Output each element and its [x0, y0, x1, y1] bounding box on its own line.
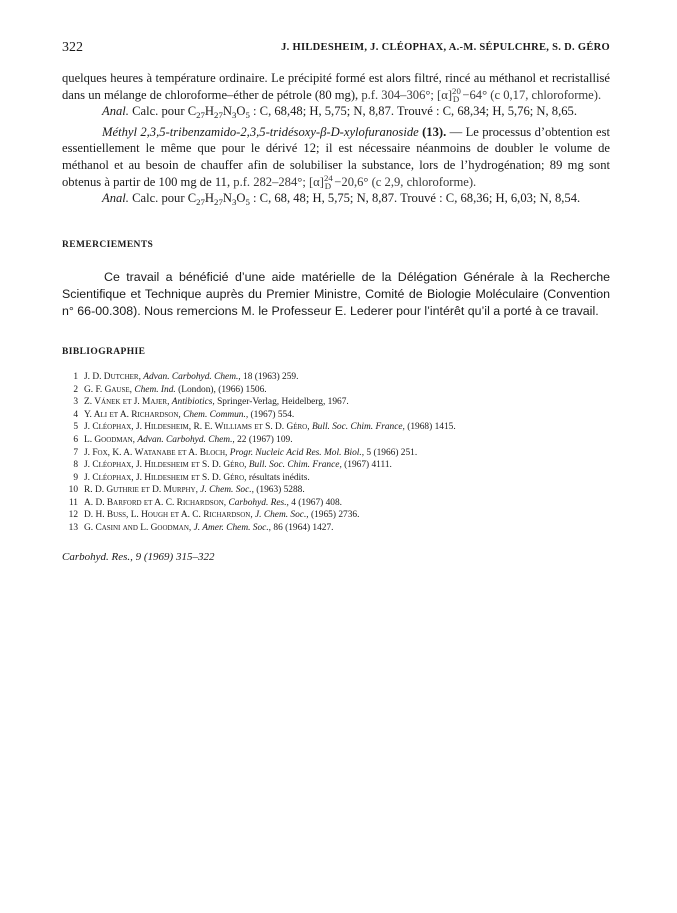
reference-details: (London), (1966) 1506.	[175, 384, 267, 395]
reference-item	[62, 509, 610, 522]
reference-journal: Antibiotics,	[171, 397, 215, 408]
reference-text	[84, 472, 310, 485]
reference-journal: Bull. Soc. Chim. France,	[248, 460, 342, 471]
reference-journal: J. Chem. Soc.,	[255, 510, 309, 521]
compound-number: (13).	[422, 124, 447, 139]
reference-number: 11	[68, 497, 78, 508]
reference-details: (1968) 1415.	[404, 422, 456, 433]
page-number: 322	[62, 40, 83, 55]
analysis-1: Anal. Calc. pour $C_{27}H_{27}N_3O_5$ : C, 68,48; H, 5,75; N, 8,87. Trouvé : C, 68,34; H, 5,76; N, 8,65.	[102, 104, 577, 121]
analysis-values: : C, 68,48; H, 5,75; N, 8,87. Trouvé : C, 68,34; H, 5,76; N, 8,65.	[249, 104, 577, 119]
reference-number: 9	[73, 472, 78, 483]
reference-number: 1	[73, 371, 78, 382]
acknowledgements-text: Ce travail a bénéficié d’une aide matérielle de la Délégation Générale à la Recherche Scientifique et Technique auprès du Premier Ministre, Comité de Biologie Moléculaire (Convention n° 66-00.308). Nous remercions M. le Professeur E. Lederer pour l’intérêt qu’il a porté à ce travail.	[62, 270, 610, 319]
reference-details: (1965) 2736.	[308, 510, 360, 521]
rotation-temperature: 20	[452, 85, 461, 96]
reference-number: 13	[68, 523, 78, 534]
optical-rotation-indices	[452, 85, 461, 105]
reference-text	[84, 396, 349, 409]
reference-authors: G. Casini and L. Goodman,	[84, 523, 192, 534]
reference-details: 22 (1967) 109.	[234, 434, 293, 445]
reference-item	[62, 459, 610, 472]
analysis-label: Anal.	[102, 104, 129, 119]
article-body	[62, 70, 610, 565]
reference-text	[84, 409, 294, 422]
reference-details: 86 (1964) 1427.	[271, 523, 334, 534]
reference-details: (1967) 554.	[248, 409, 295, 420]
reference-details: Springer-Verlag, Heidelberg, 1967.	[214, 397, 349, 408]
reference-journal: Chem. Ind.	[134, 384, 176, 395]
rotation-value: −20,6° (c 2,9, chloroforme).	[331, 174, 477, 189]
formula-h-count: 27	[214, 197, 223, 208]
reference-item	[62, 421, 610, 434]
melting-point	[233, 172, 477, 192]
reference-text	[84, 434, 293, 447]
page-header	[62, 40, 610, 56]
reference-details: résultats inédits.	[248, 472, 310, 483]
reference-text	[84, 371, 298, 384]
reference-number: 2	[73, 384, 78, 395]
melting-point-text: p.f. 304–306°; [α]	[361, 87, 453, 102]
reference-item	[62, 472, 610, 485]
formula-c-count: 27	[196, 110, 205, 121]
reference-authors: J. Cléophax, J. Hildesheim et S. D. Géro,	[84, 460, 247, 471]
acknowledgements	[62, 269, 610, 320]
reference-item	[62, 409, 610, 422]
reference-authors: Z. Vánek et J. Majer,	[84, 397, 170, 408]
reference-item	[62, 484, 610, 497]
reference-authors: R. D. Guthrie et D. Murphy,	[84, 485, 198, 496]
reference-journal: Advan. Carbohyd. Chem.,	[137, 434, 235, 445]
reference-authors: D. H. Buss, L. Hough et A. C. Richardson,	[84, 510, 253, 521]
running-head: J. HILDESHEIM, J. CLÉOPHAX, A.-M. SÉPULCHRE, S. D. GÉRO	[281, 42, 610, 53]
reference-authors: J. D. Dutcher,	[84, 371, 141, 382]
reference-journal: Advan. Carbohyd. Chem.,	[143, 371, 241, 382]
optical-rotation-indices	[323, 172, 333, 192]
reference-journal: J. Chem. Soc.,	[200, 485, 254, 496]
paragraph-text: quelques heures à température ordinaire. Le précipité formé est alors filtré, rincé au méthanol et recristallisé dans un mélange de chloroforme–éther de pétrole (80 mg),	[62, 71, 610, 102]
reference-number: 5	[73, 422, 78, 433]
reference-journal: Bull. Soc. Chim. France,	[311, 422, 405, 433]
reference-details: 4 (1967) 408.	[288, 497, 343, 508]
analysis-label: Anal.	[102, 191, 129, 206]
reference-number: 12	[68, 510, 78, 521]
reference-item	[62, 434, 610, 447]
reference-authors: G. F. Gause,	[84, 384, 133, 395]
analysis-2: Anal. Calc. pour $C_{27}H_{27}N_3O_5$ : C, 68, 48; H, 5,75; N, 8,87. Trouvé : C, 68,36; H, 6,03; N, 8,54.	[102, 191, 581, 208]
formula-h-count: 27	[214, 110, 223, 121]
journal-footer: Carbohyd. Res., 9 (1969) 315–322	[62, 550, 215, 563]
reference-authors: J. Fox, K. A. Watanabe et A. Bloch,	[84, 447, 228, 458]
reference-text	[84, 447, 417, 460]
reference-journal: Chem. Commun.,	[183, 409, 249, 420]
reference-text	[84, 484, 305, 497]
reference-authors: J. Cléophax, J. Hildesheim et S. D. Géro,	[84, 472, 247, 483]
reference-number: 3	[73, 397, 78, 408]
reference-text	[84, 509, 359, 522]
reference-item	[62, 371, 610, 384]
reference-authors: J. Cléophax, J. Hildesheim, R. E. Williams et S. D. Géro,	[84, 422, 310, 433]
melting-point	[361, 85, 602, 105]
paragraph-continuation	[62, 70, 610, 103]
reference-details: (1963) 5288.	[253, 485, 305, 496]
rotation-temperature: 24	[323, 172, 333, 183]
reference-list	[62, 371, 610, 535]
melting-point-text: p.f. 282–284°; [α]	[233, 174, 324, 189]
rotation-line: D	[452, 94, 460, 105]
analysis-text: Calc. pour C	[128, 104, 197, 119]
compound-name: Méthyl 2,3,5-tribenzamido-2,3,5-tridésoxy-β-D-xylofuranoside	[102, 124, 419, 139]
reference-text	[84, 497, 342, 510]
reference-details: (1967) 4111.	[341, 460, 392, 471]
reference-number: 7	[73, 447, 78, 458]
reference-journal: Progr. Nucleic Acid Res. Mol. Biol.,	[229, 447, 365, 458]
reference-text	[84, 459, 392, 472]
reference-item	[62, 384, 610, 397]
formula-c-count: 27	[196, 197, 205, 208]
reference-text	[84, 421, 456, 434]
compound-paragraph	[62, 124, 610, 190]
reference-authors: L. Goodman,	[84, 434, 136, 445]
analysis-values: : C, 68, 48; H, 5,75; N, 8,87. Trouvé : C, 68,36; H, 6,03; N, 8,54.	[249, 191, 581, 206]
reference-journal: Carbohyd. Res.,	[228, 497, 289, 508]
paragraph-text: — Le processus d’obtention est essentiellement le même que pour le dérivé 12; il est nécessaire néanmoins de doubler le volume de méthanol et au besoin de chauffer afin de solubiliser la substance, lors de l’hydrogénation; 89 mg sont obtenus à partir de 100 mg de 11,	[62, 124, 611, 189]
formula-o-count: 5	[245, 110, 250, 121]
reference-text	[84, 384, 267, 397]
formula-n-count: 3	[231, 197, 237, 208]
reference-text	[84, 522, 334, 535]
formula-n-count: 3	[231, 110, 237, 121]
reference-authors: Y. Ali et A. Richardson,	[84, 409, 181, 420]
analysis-text: Calc. pour C	[128, 191, 197, 206]
reference-item	[62, 396, 610, 409]
rotation-line: D	[324, 181, 332, 192]
reference-number: 4	[73, 409, 78, 420]
rotation-value: −64° (c 0,17, chloroforme).	[459, 87, 602, 102]
reference-item	[62, 522, 610, 535]
bibliography-heading: BIBLIOGRAPHIE	[62, 347, 146, 358]
reference-number: 8	[73, 460, 78, 471]
reference-details: 5 (1966) 251.	[364, 447, 418, 458]
acknowledgements-heading: REMERCIEMENTS	[62, 239, 154, 250]
reference-authors: A. D. Barford et A. C. Richardson,	[84, 497, 227, 508]
reference-number: 10	[68, 485, 78, 496]
reference-item	[62, 447, 610, 460]
reference-number: 6	[73, 434, 78, 445]
reference-details: 18 (1963) 259.	[240, 371, 299, 382]
reference-journal: J. Amer. Chem. Soc.,	[193, 523, 272, 534]
reference-item	[62, 497, 610, 510]
formula-o-count: 5	[245, 197, 250, 208]
